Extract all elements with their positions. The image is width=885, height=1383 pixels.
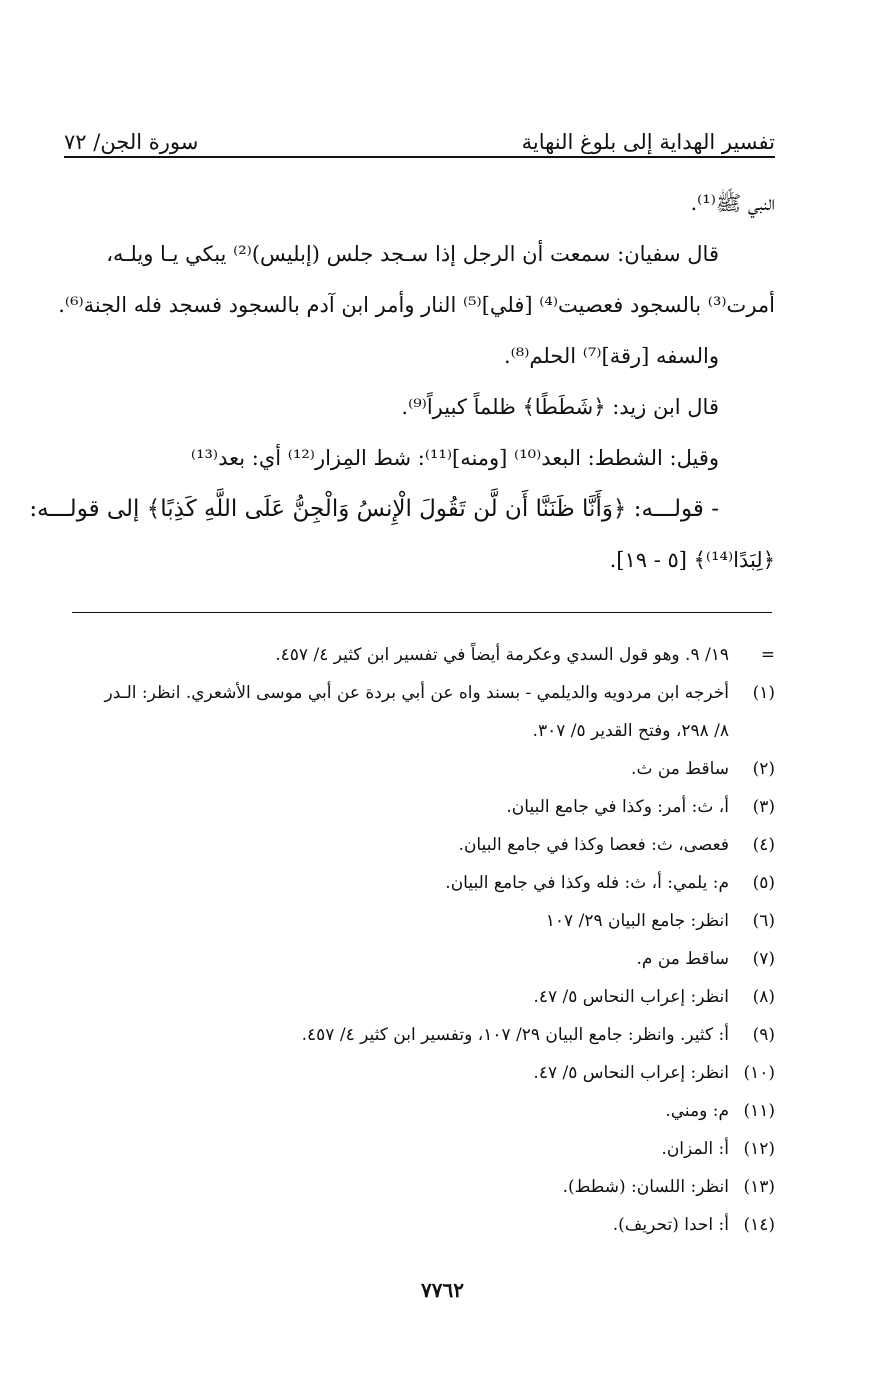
text-line-8: ﴿لِبَدًا⁽¹⁴⁾﴾ [٥ - ١٩]. [609, 548, 775, 572]
text-line-2: قال سفيان: سمعت أن الرجل إذا سـجد جلس (إبليس)⁽²⁾ يبكي يـا ويلـه، [106, 242, 719, 266]
footnote-item [64, 750, 775, 788]
footnote-item [64, 636, 775, 674]
footnote-text: أ: كثير. وانظر: جامع البيان ٢٩/ ١٠٧، وتفسير ابن كثير ٤/ ٤٥٧. [301, 1025, 729, 1045]
footnote-number: = [760, 645, 775, 665]
footnote-item [64, 826, 775, 864]
footnote-number: (١٤) [743, 1215, 775, 1235]
footnote-text: أخرجه ابن مردويه والديلمي - بسند واه عن أبي بردة عن أبي موسى الأشعري. انظر: الـدر [104, 683, 729, 703]
footnote-text: انظر: إعراب النحاس ٥/ ٤٧. [533, 1063, 729, 1083]
page-number: ٧٧٦٢ [421, 1278, 464, 1302]
footnote-text: أ، ث: أمر: وكذا في جامع البيان. [506, 797, 729, 817]
footnote-item [64, 788, 775, 826]
footnote-item [64, 1092, 775, 1130]
main-text [29, 178, 775, 586]
footnote-text: انظر: جامع البيان ٢٩/ ١٠٧ [545, 911, 729, 931]
footnote-number: (١٠) [743, 1063, 775, 1083]
footnote-number: (١٣) [743, 1177, 775, 1197]
footnote-item [64, 1168, 775, 1206]
footnote-item [64, 940, 775, 978]
footnote-number: (٩) [752, 1025, 775, 1045]
footnote-item [64, 1054, 775, 1092]
footnote-text: انظر: اللسان: (شطط). [562, 1177, 729, 1197]
header-divider [64, 156, 775, 158]
footnote-number: (٦) [752, 911, 775, 931]
footnote-text: م: يلمي: أ، ث: فله وكذا في جامع البيان. [445, 873, 729, 893]
text-line-5: قال ابن زيد: ﴿شَطَطًا﴾ ظلماً كبيراً⁽⁹⁾. [401, 395, 719, 419]
footnote-text: أ: المزان. [661, 1139, 729, 1159]
footnote-text: ساقط من م. [636, 949, 729, 969]
footnote-text: انظر: إعراب النحاس ٥/ ٤٧. [533, 987, 729, 1007]
footnote-number: (١١) [743, 1101, 775, 1121]
text-line-7: - قولـــه: ﴿وَأَنَّا ظَنَنَّا أَن لَّن تَقُولَ الْإِنسُ وَالْجِنُّ عَلَى اللَّهِ كَذِبًا﴾ إلى قولـــه: [29, 496, 719, 522]
footnote-number: (١) [752, 683, 775, 703]
footnote-text: م: ومني. [665, 1101, 729, 1121]
footnote-number: (٣) [752, 797, 775, 817]
footnote-item [64, 712, 775, 750]
footnote-item [64, 1130, 775, 1168]
footnote-item [64, 978, 775, 1016]
footnotes [64, 636, 775, 1244]
footnote-number: (٤) [752, 835, 775, 855]
surah-reference: سورة الجن/ ٧٢ [64, 130, 199, 154]
footnote-text: ١٩/ ٩. وهو قول السدي وعكرمة أيضاً في تفسير ابن كثير ٤/ ٤٥٧. [275, 645, 729, 665]
footnote-item [64, 864, 775, 902]
footnote-item [64, 1206, 775, 1244]
footnote-item [64, 674, 775, 712]
text-line-4: والسفه [رقة]⁽⁷⁾ الحلم⁽⁸⁾. [503, 344, 719, 368]
footnote-number: (٢) [752, 759, 775, 779]
footnote-divider [72, 612, 772, 613]
footnote-text: أ: احدا (تحريف). [612, 1215, 729, 1235]
footnote-text: ٨/ ٢٩٨، وفتح القدير ٥/ ٣٠٧. [532, 721, 729, 741]
footnote-number [729, 712, 775, 750]
footnote-number: (٨) [752, 987, 775, 1007]
footnote-number: (٥) [752, 873, 775, 893]
footnote-item [64, 902, 775, 940]
text-line-6: وقيل: الشطط: البعد⁽¹⁰⁾ [ومنه]⁽¹¹⁾: شط المِزار⁽¹²⁾ أي: بعد⁽¹³⁾ [190, 446, 719, 470]
footnote-number: (٧) [752, 949, 775, 969]
running-header [64, 116, 775, 154]
footnote-item [64, 1016, 775, 1054]
text-line-3: أمرت⁽³⁾ بالسجود فعصيت⁽⁴⁾ [فلي]⁽⁵⁾ النار وأمر ابن آدم بالسجود فسجد فله الجنة⁽⁶⁾. [58, 293, 775, 317]
footnote-text: فعصى، ث: فعصا وكذا في جامع البيان. [458, 835, 729, 855]
book-title: تفسير الهداية إلى بلوغ النهاية [521, 130, 775, 154]
text-line-1: النبي ﷺ⁽¹⁾. [690, 191, 775, 215]
footnote-text: ساقط من ث. [631, 759, 729, 779]
footnote-number: (١٢) [743, 1139, 775, 1159]
